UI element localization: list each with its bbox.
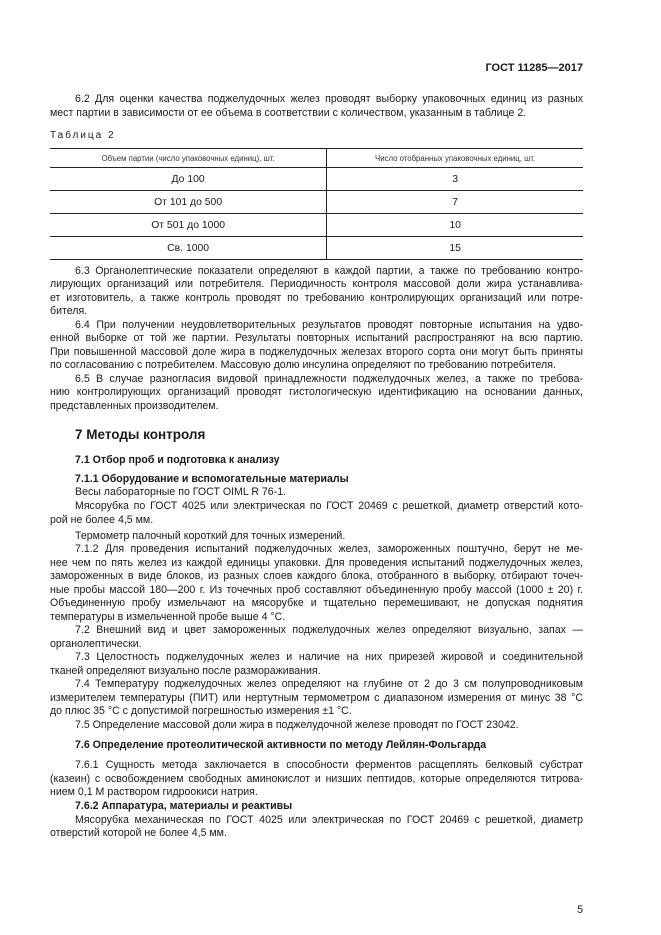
paragraph-6-4-line: енной выборке от той же партии. Результаты повторных испытаний распространяют на всю партию. (50, 332, 583, 344)
scales-line: Весы лабораторные по ГОСТ OIML R 76-1. (75, 486, 287, 498)
paragraph-7-1-2-line: ные пробы массой 180—200 г. Из точечных проб составляют объединенную пробу массой (1000 ± 20) г. (50, 584, 583, 596)
paragraph-7-6-1-line: 7.6.1 Сущность метода заключается в способности ферментов расщеплять белковый субстрат (75, 759, 583, 771)
table-cell: 10 (327, 214, 583, 237)
table-cell: От 101 до 500 (50, 191, 327, 214)
table-row (50, 237, 583, 260)
paragraph-6-3-line: бителя. (50, 305, 88, 317)
paragraph-6-3-line: лирующих организаций или потребителя. Периодичность контроля массовой доли жира устанавлива- (50, 278, 583, 290)
section-7-heading: 7 Методы контроля (75, 427, 206, 442)
paragraph-6-2-line: 6.2 Для оценки качества поджелудочных желез проводят выборку упаковочных единиц из разных (75, 93, 583, 105)
document-id-header: ГОСТ 11285—2017 (485, 62, 583, 74)
page-number: 5 (577, 904, 583, 916)
paragraph-7-3-line: тканей определяют визуально после размораживания. (50, 665, 321, 677)
paragraph-7-4-line: до плюс 35 °С с допустимой погрешностью измерения ±1 °С. (50, 705, 352, 717)
table-cell: 7 (327, 191, 583, 214)
table-cell: От 501 до 1000 (50, 214, 327, 237)
paragraph-7-4-line: измерителем температуры (ПИТ) или нертутным термометром с диапазоном измерения от минус 38 °С (50, 692, 583, 704)
paragraph-7-1-2-line: нее чем по пять желез из каждой единицы упаковки. Для проведения испытаний поджелудочных желез, (50, 557, 583, 569)
mincer-line: рой не более 4,5 мм. (50, 514, 154, 526)
sample-size-table (50, 148, 583, 260)
paragraph-6-4-line: 6.4 При получении неудовлетворительных результатов проводят повторные испытания на удво- (75, 319, 583, 331)
thermometer-line: Термометр палочный короткий для точных измерений. (75, 530, 346, 542)
paragraph-6-4-line: по согласованию с потребителем. Массовую долю инсулина определяют по требованию потребителя. (50, 359, 556, 371)
paragraph-7-3-line: 7.3 Целостность поджелудочных желез и наличие на них прирезей жировой и соединительной (75, 651, 583, 663)
paragraph-7-1-2-line: замороженных в виде блоков, из разных слоев каждого блока, отобранного в выборку, отбирают точеч- (50, 570, 583, 582)
subsection-7-1-1-heading: 7.1.1 Оборудование и вспомогательные материалы (75, 473, 349, 485)
table-cell: 15 (327, 237, 583, 260)
paragraph-7-1-2-line: Объединенную пробу измельчают на мясорубке и тщательно перемешивают, не допуская поднятия (50, 597, 583, 609)
paragraph-6-2-line: мест партии в зависимости от ее объема в соответствии с количеством, указанным в таблице 2. (50, 107, 527, 119)
paragraph-6-5-line: 6.5 В случае разногласия видовой принадлежности поджелудочных желез, а также по требова- (75, 373, 583, 385)
paragraph-7-4-line: 7.4 Температуру поджелудочных желез определяют на глубине от 2 до 3 см полупроводниковым (75, 678, 583, 690)
subsection-7-1-heading: 7.1 Отбор проб и подготовка к анализу (75, 454, 280, 466)
table-cell: До 100 (50, 168, 327, 191)
paragraph-6-3-line: 6.3 Органолептические показатели определяют в каждой партии, а также по требованию контро- (75, 265, 583, 277)
paragraph-6-3-line: ет изготовитель, а также контроль проводят по требованию контролирующих организаций или потре- (50, 292, 583, 304)
table-row (50, 214, 583, 237)
paragraph-7-6-1-line: нием 0,1 М раствором гидроокиси натрия. (50, 786, 258, 798)
table-row (50, 168, 583, 191)
paragraph-6-4-line: При повышенной массовой доле жира в поджелудочных железах второго сорта они могут быть приняты (50, 346, 583, 358)
paragraph-6-5-line: нию контролирующих организаций проводят гистологическую идентификацию на основании данных, (50, 386, 583, 398)
mincer-line: Мясорубка по ГОСТ 4025 или электрическая по ГОСТ 20469 с решеткой, диаметр отверстий кото- (75, 500, 583, 512)
table-caption: Таблица 2 (50, 130, 116, 141)
paragraph-7-1-2-line: 7.1.2 Для проведения испытаний поджелудочных желез, замороженных поштучно, берут не ме- (75, 543, 583, 555)
paragraph-7-6-2-line: Мясорубка механическая по ГОСТ 4025 или электрическая по ГОСТ 20469 с решеткой, диаметр (75, 814, 583, 826)
subsection-7-6-2-heading: 7.6.2 Аппаратура, материалы и реактивы (75, 800, 293, 812)
paragraph-7-1-2-line: температуры в измельченной пробе выше 4 °С. (50, 611, 286, 623)
table-row (50, 191, 583, 214)
paragraph-7-6-2-line: отверстий которой не более 4,5 мм. (50, 827, 227, 839)
paragraph-6-5-line: представленных производителем. (50, 400, 219, 412)
column-header: Число отобранных упаковочных единиц, шт. (327, 149, 583, 168)
column-header: Объем партии (число упаковочных единиц), шт. (50, 149, 327, 168)
paragraph-7-6-1-line: (казеин) с освобождением свободных аминокислот и низших пептидов, которые определяются титрова- (50, 773, 583, 785)
paragraph-7-2-line: 7.2 Внешний вид и цвет замороженных поджелудочных желез определяют визуально, запах — (75, 624, 583, 636)
paragraph-7-2-line: органолептически. (50, 638, 142, 650)
paragraph-7-5: 7.5 Определение массовой доли жира в поджелудочной железе проводят по ГОСТ 23042. (75, 719, 519, 731)
table-cell: 3 (327, 168, 583, 191)
table-header-row (50, 149, 583, 168)
table-cell: Св. 1000 (50, 237, 327, 260)
subsection-7-6-heading: 7.6 Определение протеолитической активности по методу Лейлян-Фольгарда (75, 739, 487, 751)
